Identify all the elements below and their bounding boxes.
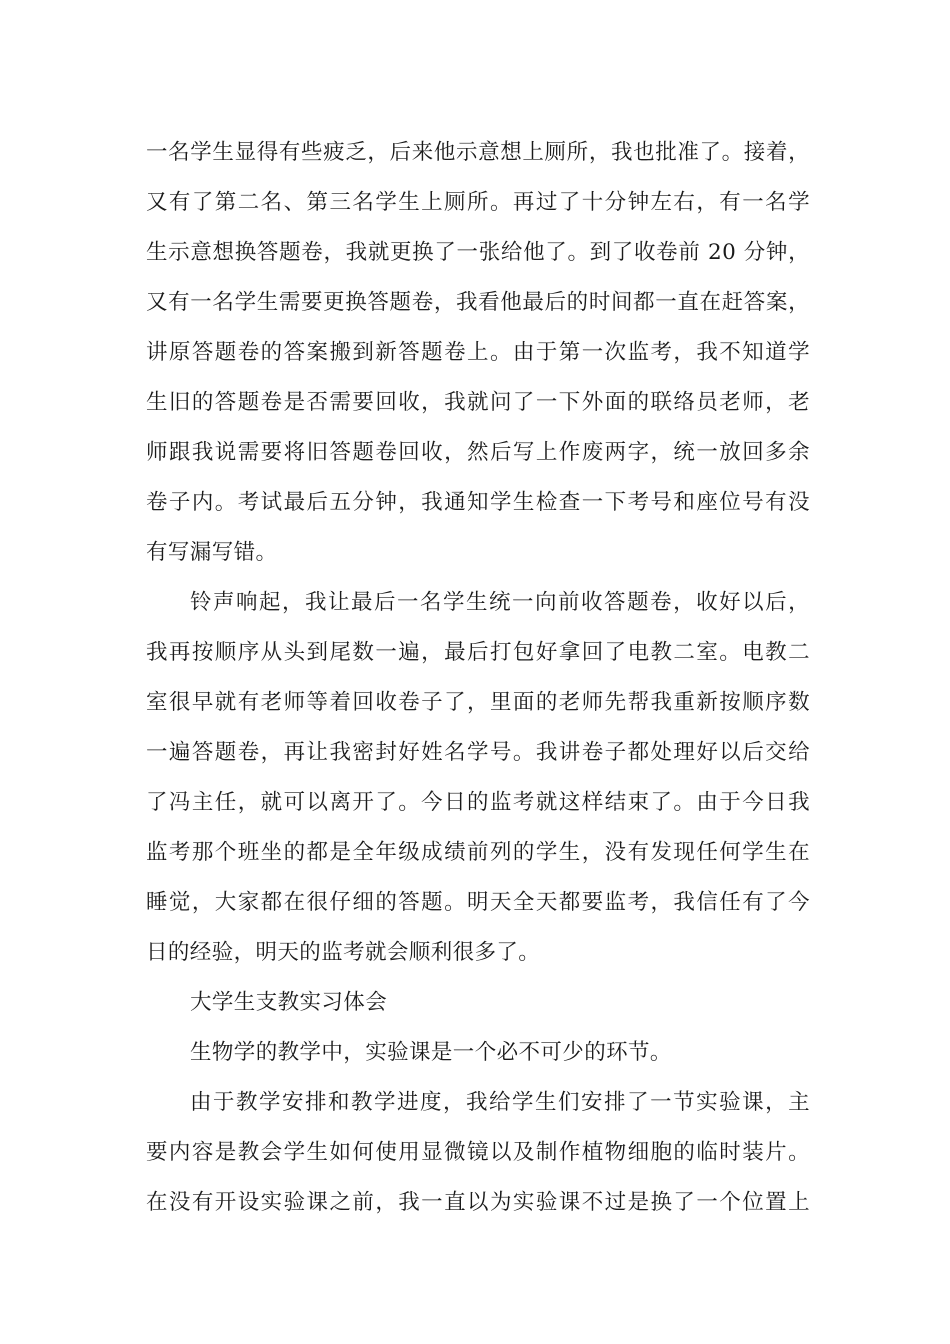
text-line: 生旧的答题卷是否需要回收，我就问了一下外面的联络员老师，老 <box>146 390 810 415</box>
text-line: 生物学的教学中，实验课是一个必不可少的环节。 <box>190 1040 672 1065</box>
text-line: 讲原答题卷的答案搬到新答题卷上。由于第一次监考，我不知道学 <box>146 340 810 365</box>
text-line: 我再按顺序从头到尾数一遍，最后打包好拿回了电教二室。电教二 <box>146 640 810 665</box>
text-line: 监考那个班坐的都是全年级成绩前列的学生，没有发现任何学生在 <box>146 840 810 865</box>
text-line: 日的经验，明天的监考就会顺利很多了。 <box>146 940 541 965</box>
text-line: 师跟我说需要将旧答题卷回收，然后写上作废两字，统一放回多余 <box>146 440 810 465</box>
text-line: 又有了第二名、第三名学生上厕所。再过了十分钟左右，有一名学 <box>146 190 810 215</box>
text-line: 大学生支教实习体会 <box>190 990 388 1015</box>
text-line: 要内容是教会学生如何使用显微镜以及制作植物细胞的临时装片。 <box>146 1140 810 1165</box>
text-line: 一遍答题卷，再让我密封好姓名学号。我讲卷子都处理好以后交给 <box>146 740 810 765</box>
text-line: 睡觉，大家都在很仔细的答题。明天全天都要监考，我信任有了今 <box>146 890 810 915</box>
text-line: 一名学生显得有些疲乏，后来他示意想上厕所，我也批准了。接着， <box>146 140 810 165</box>
text-line: 室很早就有老师等着回收卷子了，里面的老师先帮我重新按顺序数 <box>146 690 810 715</box>
text-line: 卷子内。考试最后五分钟，我通知学生检查一下考号和座位号有没 <box>146 490 810 515</box>
text-line: 铃声响起，我让最后一名学生统一向前收答题卷，收好以后， <box>190 590 810 615</box>
text-line: 由于教学安排和教学进度，我给学生们安排了一节实验课，主 <box>190 1090 810 1115</box>
text-line: 在没有开设实验课之前，我一直以为实验课不过是换了一个位置上 <box>146 1190 810 1215</box>
text-line: 有写漏写错。 <box>146 540 278 565</box>
text-line: 生示意想换答题卷，我就更换了一张给他了。到了收卷前 20 分钟， <box>146 240 810 265</box>
text-line: 了冯主任，就可以离开了。今日的监考就这样结束了。由于今日我 <box>146 790 810 815</box>
text-line: 又有一名学生需要更换答题卷，我看他最后的时间都一直在赶答案， <box>146 290 810 315</box>
document-body <box>146 128 810 1228</box>
